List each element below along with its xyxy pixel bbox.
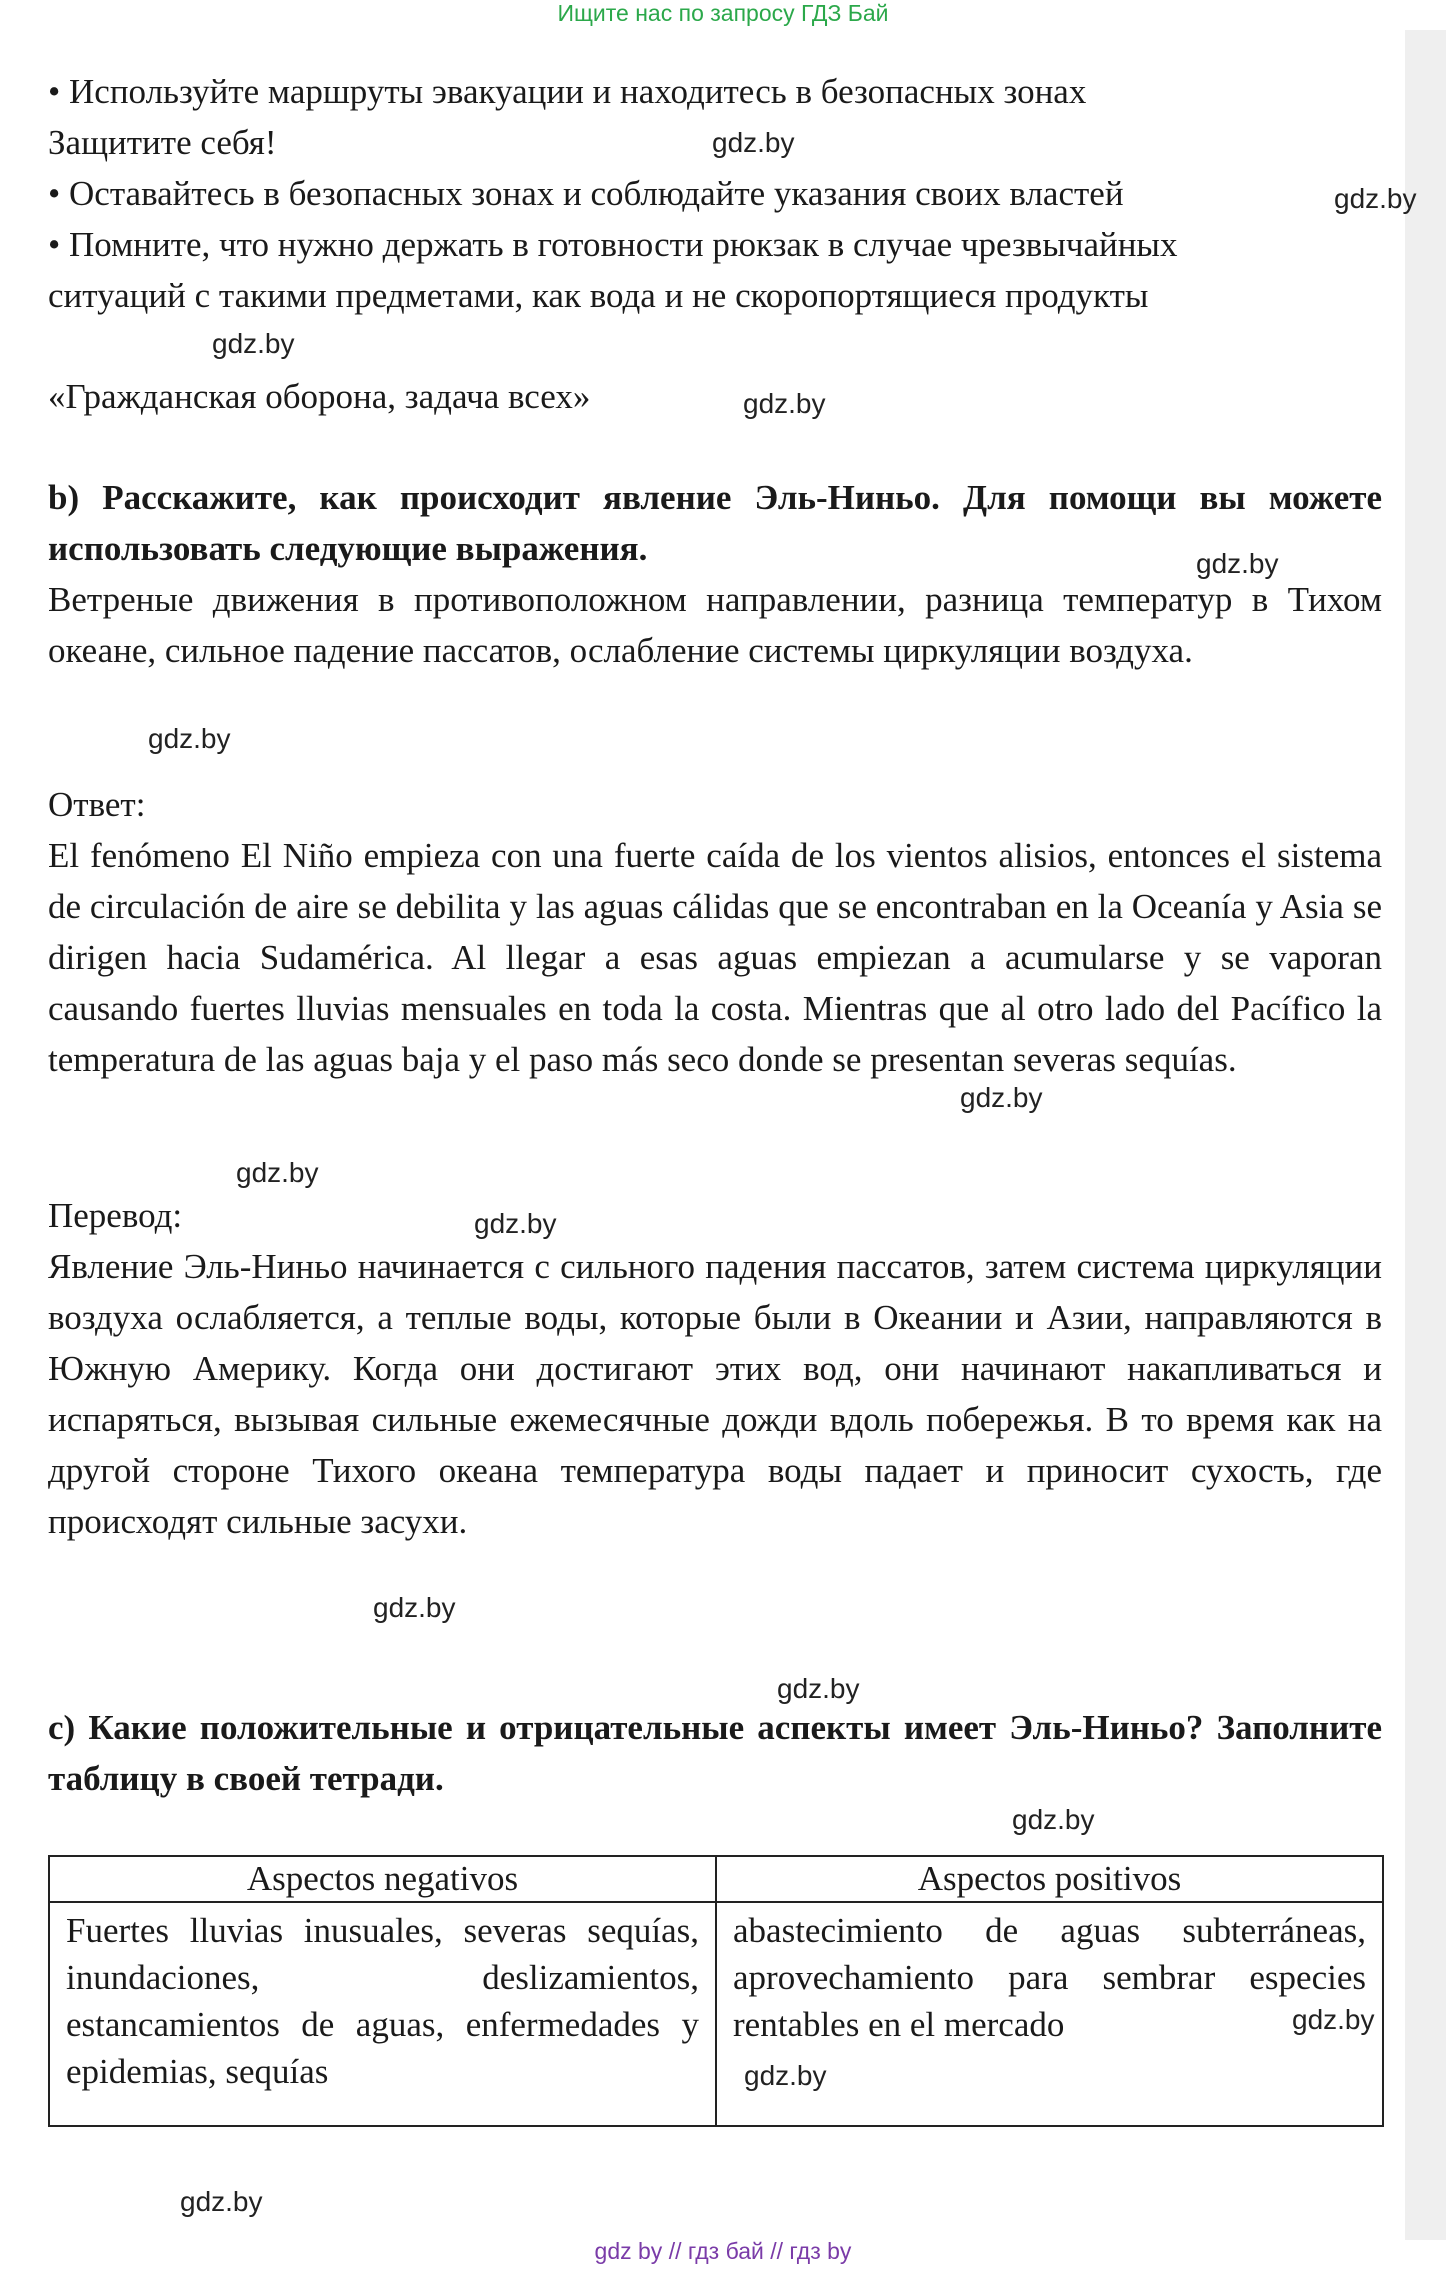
section-b-question: b) Расскажите, как происходит явление Эль-Ниньо. Для помощи вы можете использовать следующие выражения. xyxy=(48,478,1382,568)
translation-text: Явление Эль-Ниньо начинается с сильного падения пассатов, затем система циркуляции воздуха ослабляется, а теплые воды, которые были в Океании и Азии, направляются в Южную Америку. Когда они достигают этих вод, они начинают накапливаться и испаряться, вызывая сильные ежемесячные дожди вдоль побережья. В то время как на другой стороне Тихого океана температура воды падает и приносит сухость, где происходят сильные засухи. xyxy=(48,1247,1382,1541)
watermark: gdz.by xyxy=(712,127,795,158)
watermark: gdz.by xyxy=(1292,2004,1375,2035)
translation-label: Перевод: xyxy=(48,1196,183,1235)
watermark: gdz.by xyxy=(1334,183,1417,214)
header-negative: Aspectos negativos xyxy=(49,1856,716,1902)
intro-line-2: Защитите себя! xyxy=(48,123,277,162)
table-row xyxy=(49,1902,1383,2126)
watermark: gdz.by xyxy=(180,2186,263,2217)
watermark: gdz.by xyxy=(474,1208,557,1239)
watermark: gdz.by xyxy=(743,388,826,419)
watermark: gdz.by xyxy=(960,1082,1043,1113)
cell-negative: Fuertes lluvias inusuales, severas sequías, inundaciones, deslizamientos, estancamientos de aguas, enfermedades y epidemias, sequías xyxy=(49,1902,716,2126)
page-footer: gdz by // гдз бай // гдз by xyxy=(594,2238,852,2264)
table-header-row xyxy=(49,1856,1383,1902)
answer-text: El fenómeno El Niño empieza con una fuerte caída de los vientos alisios, entonces el sistema de circulación de aire se debilita y las aguas cálidas que se encontraban en la Oceanía y Asia se dirigen hacia Sudamérica. Al llegar a esas aguas empiezan a acumularse y se vaporan causando fuertes lluvias mensuales en toda la costa. Mientras que al otro lado del Pacífico la temperatura de las aguas baja y el paso más seco donde se presentan severas sequías. xyxy=(48,836,1382,1079)
watermark: gdz.by xyxy=(212,328,295,359)
watermark: gdz.by xyxy=(1012,1804,1095,1835)
section-b-hint: Ветреные движения в противоположном направлении, разница температур в Тихом океане, сильное падение пассатов, ослабление системы циркуляции воздуха. xyxy=(48,580,1382,670)
answer-label: Ответ: xyxy=(48,785,146,824)
scrollbar[interactable] xyxy=(1405,30,1446,2240)
intro-line-5: ситуаций с такими предметами, как вода и не скоропортящиеся продукты xyxy=(48,276,1149,315)
cell-positive: abastecimiento de aguas subterráneas, aprovechamiento para sembrar especies rentables en el mercado xyxy=(716,1902,1383,2126)
intro-line-3: • Оставайтесь в безопасных зонах и соблюдайте указания своих властей xyxy=(48,174,1124,213)
intro-line-4: • Помните, что нужно держать в готовности рюкзак в случае чрезвычайных xyxy=(48,225,1178,264)
header-positive: Aspectos positivos xyxy=(716,1856,1383,1902)
intro-line-1: • Используйте маршруты эвакуации и находитесь в безопасных зонах xyxy=(48,72,1087,111)
aspects-table xyxy=(48,1855,1384,2127)
watermark: gdz.by xyxy=(373,1592,456,1623)
section-c-question: c) Какие положительные и отрицательные аспекты имеет Эль-Ниньо? Заполните таблицу в своей тетради. xyxy=(48,1708,1382,1798)
intro-slogan: «Гражданская оборона, задача всех» xyxy=(48,377,591,416)
watermark: gdz.by xyxy=(744,2060,827,2091)
watermark: gdz.by xyxy=(236,1157,319,1188)
watermark: gdz.by xyxy=(1196,548,1279,579)
page-header: Ищите нас по запросу ГДЗ Бай xyxy=(557,0,889,26)
watermark: gdz.by xyxy=(777,1673,860,1704)
watermark: gdz.by xyxy=(148,723,231,754)
